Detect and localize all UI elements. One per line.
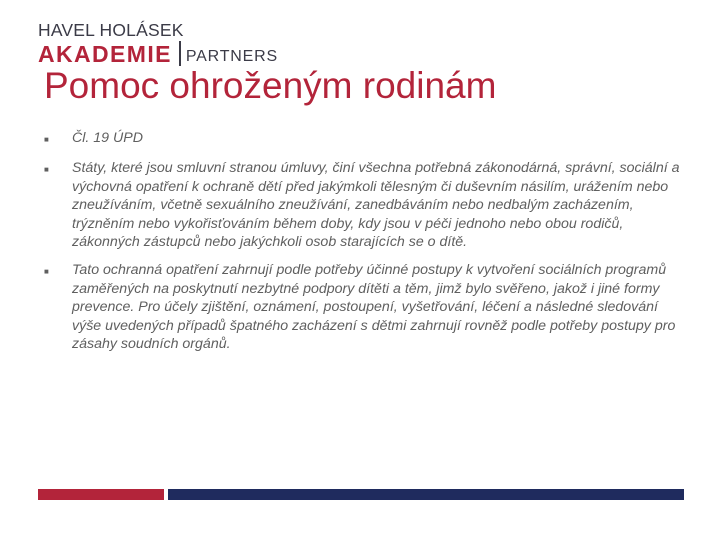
logo-separator: [179, 41, 181, 66]
bullet-text: Čl. 19 ÚPD: [72, 130, 143, 146]
bullet-text: Státy, které jsou smluvní stranou úmluvy, činí všechna potřebná zákonodárná, správní, sociální a výchovná opatření k ochraně dětí před jakýmkoli tělesným či duševním násilím, urážením nebo zneužíváním, včetně sexuálního zneužívání, zanedbáváním nebo nedbalým zacházením, trýzněním nebo vykořisťováním během doby, kdy jsou v péči jednoho nebo obou rodičů, zákonných zástupců nebo jakýchkoli osob starajících se o dítě.: [72, 160, 680, 251]
slide-body: [44, 129, 684, 363]
logo-firm-name: HAVEL HOLÁSEK: [38, 20, 184, 40]
bullet-icon: ■: [44, 165, 49, 175]
footer-bar-red: [38, 489, 164, 500]
logo-lower-row: [38, 41, 278, 66]
footer-bar-navy: [168, 489, 684, 500]
bullet-icon: ■: [44, 135, 49, 144]
bullet-icon: ■: [44, 267, 49, 277]
slide-title: Pomoc ohroženým rodinám: [44, 65, 497, 106]
bullet-item: [44, 159, 684, 251]
bullet-text: Tato ochranná opatření zahrnují podle potřeby účinné postupy k vytvoření sociálních programů zaměřených na poskytnutí nezbytné podpory dítěti a těm, jimž bylo svěřeno, jakož i jiné formy prevence. Pro účely zjištění, oznámení, postoupení, vyšetřování, léčení a následné sledování výše uvedených případů špatného zacházení s dětmi zahrnují rovněž podle potřeby postupy pro zásahy soudních orgánů.: [72, 262, 676, 353]
logo-akademie: AKADEMIE: [38, 41, 172, 67]
logo-partners: PARTNERS: [185, 48, 278, 65]
company-logo: [38, 20, 278, 66]
bullet-item: [44, 129, 684, 149]
bullet-item: [44, 261, 684, 353]
